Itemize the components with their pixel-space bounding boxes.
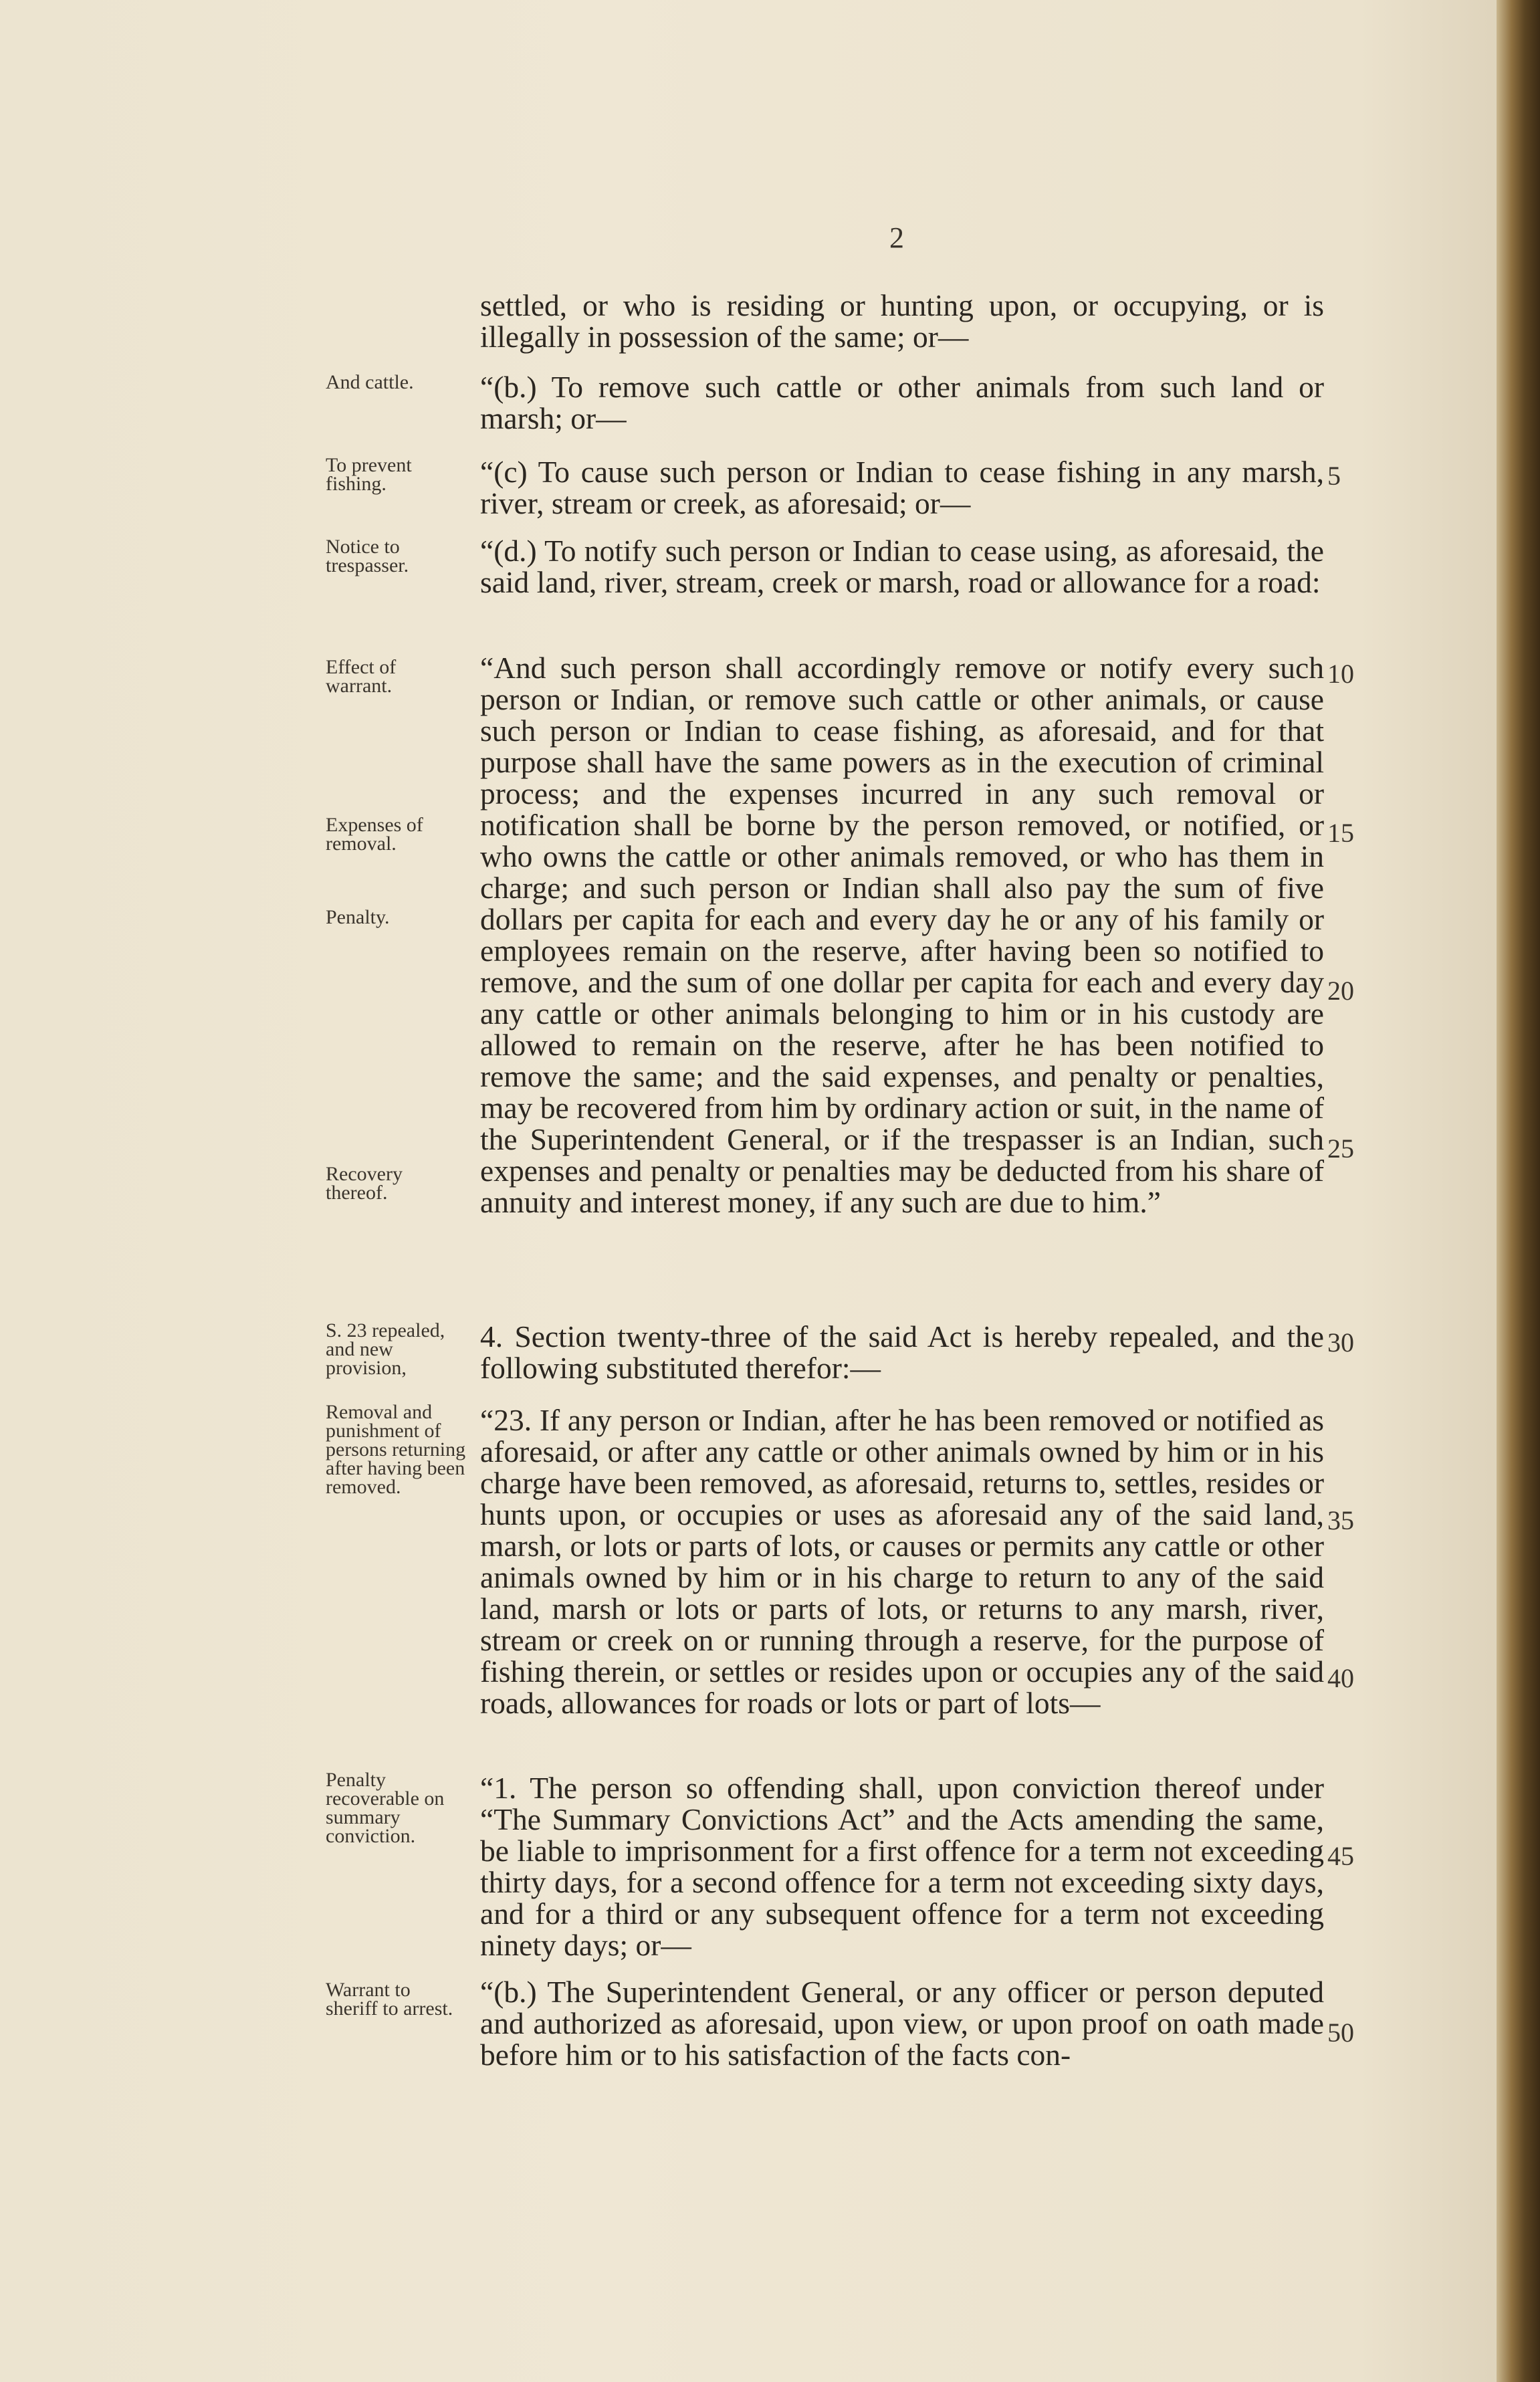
line-number-50: 50 [1327, 2018, 1354, 2048]
sidenote-penalty: Penalty. [326, 906, 390, 928]
paragraph-section-23: “23. If any person or Indian, after he has been removed or notified as aforesaid, or after any cattle or other animals owned by him or in his charge have been removed, as aforesaid, returns to, settles, resides or hunts upon, or occupies or uses as aforesaid any of the said land, marsh, or lots or parts of lots, or causes or permits any cattle or other animals owned by him or in his charge to return to any of the said land, marsh or lots or parts of lots, or returns to any marsh, river, stream or creek on or running through a reserve, for the purpose of fishing therein, or settles or resides upon or occupies any of the said roads, allowances for roads or lots or part of lots— [480, 1403, 1324, 1720]
line-number-15: 15 [1327, 818, 1354, 848]
line-number-25: 25 [1327, 1133, 1354, 1164]
line-number-40: 40 [1327, 1663, 1354, 1693]
paragraph-clause-c: “(c) To cause such person or Indian to cease fishing in any marsh, river, stream or creek, as aforesaid; or— [480, 455, 1324, 520]
line-number-10: 10 [1327, 659, 1354, 689]
sidenote-penalty-recoverable: Penalty recoverable on summary conviction. [326, 1769, 445, 1847]
paragraph-section-4: 4. Section twenty-three of the said Act is hereby repealed, and the following substituted therefor:— [480, 1319, 1324, 1385]
line-number-45: 45 [1327, 1841, 1354, 1871]
sidenote-warrant-sheriff: Warrant to sheriff to arrest. [326, 1979, 453, 2020]
paragraph-subsection-b: “(b.) The Superintendent General, or any officer or person deputed and authorized as aforesaid, upon view, or upon proof on oath made before him or to his satisfaction of the facts con- [480, 1975, 1324, 2072]
book-spine-edge [1497, 0, 1540, 2382]
sidenote-prevent-fishing: To prevent fishing. [326, 454, 412, 495]
sidenote-s23-repealed: S. 23 repealed, and new provision, [326, 1319, 445, 1379]
paragraph-clause-b: “(b.) To remove such cattle or other animals from such land or marsh; or— [480, 370, 1324, 435]
line-number-20: 20 [1327, 976, 1354, 1006]
sidenote-recovery: Recovery thereof. [326, 1163, 403, 1204]
paragraph-continuation: settled, or who is residing or hunting upon, or occupying, or is illegally in possession of the same; or— [480, 288, 1324, 354]
sidenote-and-cattle: And cattle. [326, 371, 414, 393]
paragraph-effect: “And such person shall accordingly remove or notify every such person or Indian, or remove such cattle or other animals, or cause such person or Indian to cease fishing, as aforesaid, and for that purpose shall have the same powers as in the execution of criminal process; and the expenses incurred in any such removal or notification shall be borne by the person removed, or notified, or who owns the cattle or other animals removed, or who has them in charge; and such person or Indian shall also pay the sum of five dollars per capita for each and every day he or any of his family or employees remain on the reserve, after having been so notified to remove, and the sum of one dollar per capita for each and every day any cattle or other animals belonging to him or in his custody are allowed to remain on the reserve, after he has been notified to remove the same; and the said expenses, and penalty or penalties, may be recovered from him by ordinary action or suit, in the name of the Superintendent General, or if the trespasser is an Indian, such expenses and penalty or penalties may be deducted from his share of annuity and interest money, if any such are due to him.” [480, 651, 1324, 1219]
sidenote-notice-trespasser: Notice to trespasser. [326, 536, 409, 576]
line-number-5: 5 [1327, 461, 1341, 491]
line-number-35: 35 [1327, 1505, 1354, 1535]
sidenote-effect-warrant: Effect of warrant. [326, 656, 397, 697]
paragraph-subsection-1: “1. The person so offending shall, upon conviction thereof under “The Summary Convictions Act” and the Acts amending the same, be liable to imprisonment for a first offence for a term not exceeding thirty days, for a second offence for a term not exceeding sixty days, and for a third or any subsequent offence for a term not exceeding ninety days; or— [480, 1771, 1324, 1962]
sidenote-removal-punishment: Removal and punishment of persons returning after having been removed. [326, 1401, 466, 1498]
sidenote-expenses-removal: Expenses of removal. [326, 814, 423, 855]
page-number: 2 [889, 221, 904, 254]
line-number-30: 30 [1327, 1327, 1354, 1358]
paragraph-clause-d: “(d.) To notify such person or Indian to cease using, as aforesaid, the said land, river, stream, creek or marsh, road or allowance for a road: [480, 534, 1324, 599]
